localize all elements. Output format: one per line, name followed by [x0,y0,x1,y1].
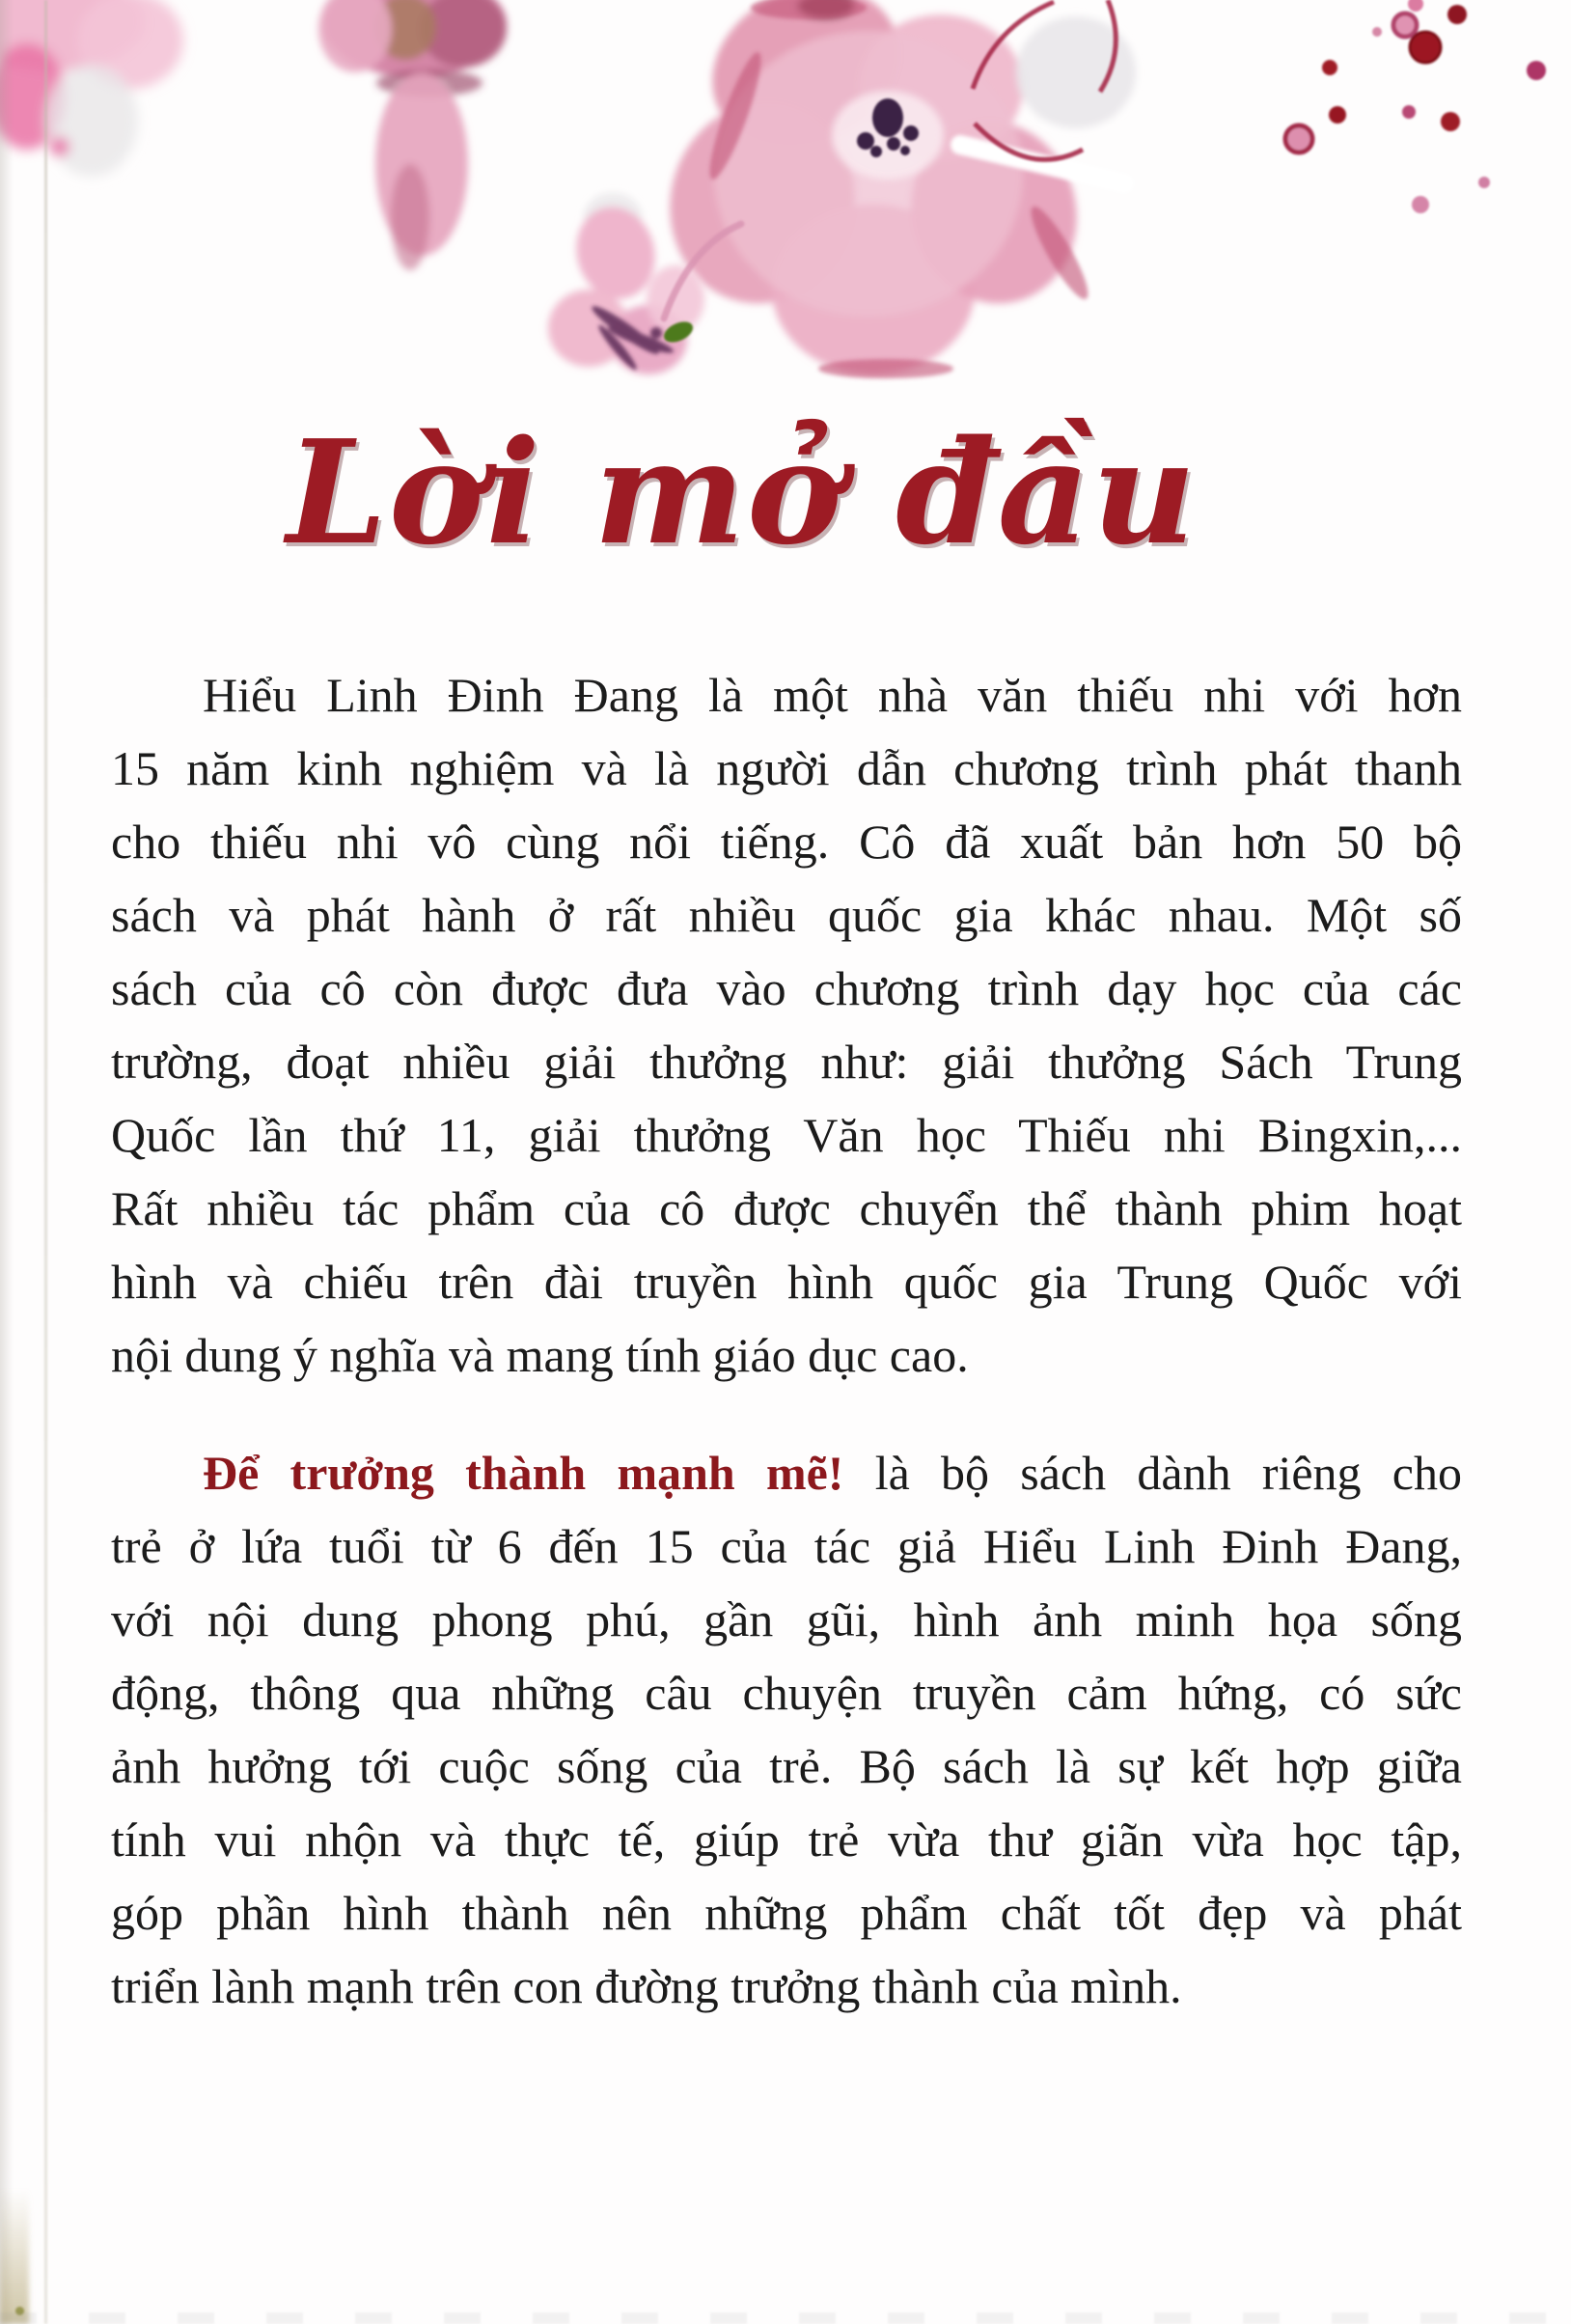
text-line: 15 năm kinh nghiệm và là người dẫn chương trình phát thanh [111,741,1462,795]
page-crease [44,0,47,2324]
paragraph-author-bio [111,658,1462,1392]
text-line: với nội dung phong phú, gần gũi, hình ảnh minh họa sống [111,1592,1462,1646]
watercolor-wash-left [0,0,183,177]
text-line: ảnh hưởng tới cuộc sống của trẻ. Bộ sách là sự kết hợp giữa [111,1739,1462,1793]
text-line: Rất nhiều tác phẩm của cô được chuyển thể thành phim hoạt [111,1181,1462,1235]
preface-text [111,658,1462,2023]
scan-noise-strip [0,2312,1571,2324]
text-line: sách của cô còn được đưa vào chương trình dạy học của các [111,961,1462,1015]
scan-smudge [0,2189,29,2324]
text-line: nội dung ý nghĩa và mang tính giáo dục cao. [111,1328,969,1382]
text-line: góp phần hình thành nên những phẩm chất tốt đẹp và phát [111,1886,1462,1940]
text-line: động, thông qua những câu chuyện truyền cảm hứng, có sức [111,1666,1462,1720]
text-line: cho thiếu nhi vô cùng nổi tiếng. Cô đã xuất bản hơn 50 bộ [111,815,1462,869]
series-title: Để trưởng thành mạnh mẽ! [203,1446,844,1500]
text-line: tính vui nhộn và thực tế, giúp trẻ vừa thư giãn vừa học tập, [111,1812,1462,1867]
text-line: Quốc lần thứ 11, giải thưởng Văn học Thiếu nhi Bingxin,... [111,1108,1462,1162]
paragraph-series-intro [111,1436,1462,2023]
page-title: Lời mở đầu [286,408,1199,576]
text-line: trẻ ở lứa tuổi từ 6 đến 15 của tác giả Hiểu Linh Đinh Đang, [111,1519,1462,1573]
page-edge-shadow [0,0,14,2324]
watercolor-petal-cluster [318,0,507,270]
text-line: sách và phát hành ở rất nhiều quốc gia khác nhau. Một số [111,888,1462,942]
text-line: hình và chiếu trên đài truyền hình quốc gia Trung Quốc với [111,1255,1462,1309]
text-line: triển lành mạnh trên con đường trưởng thành của mình. [111,1959,1182,2013]
text-line: Hiểu Linh Đinh Đang là một nhà văn thiếu nhi với hơn [203,668,1462,722]
paint-splatter [1285,0,1546,213]
text-line: trường, đoạt nhiều giải thưởng như: giải thưởng Sách Trung [111,1035,1462,1089]
text-line [111,1436,1462,1509]
watercolor-flower-large [648,0,1136,378]
text-line-rest: là bộ sách dành riêng cho [843,1446,1462,1500]
